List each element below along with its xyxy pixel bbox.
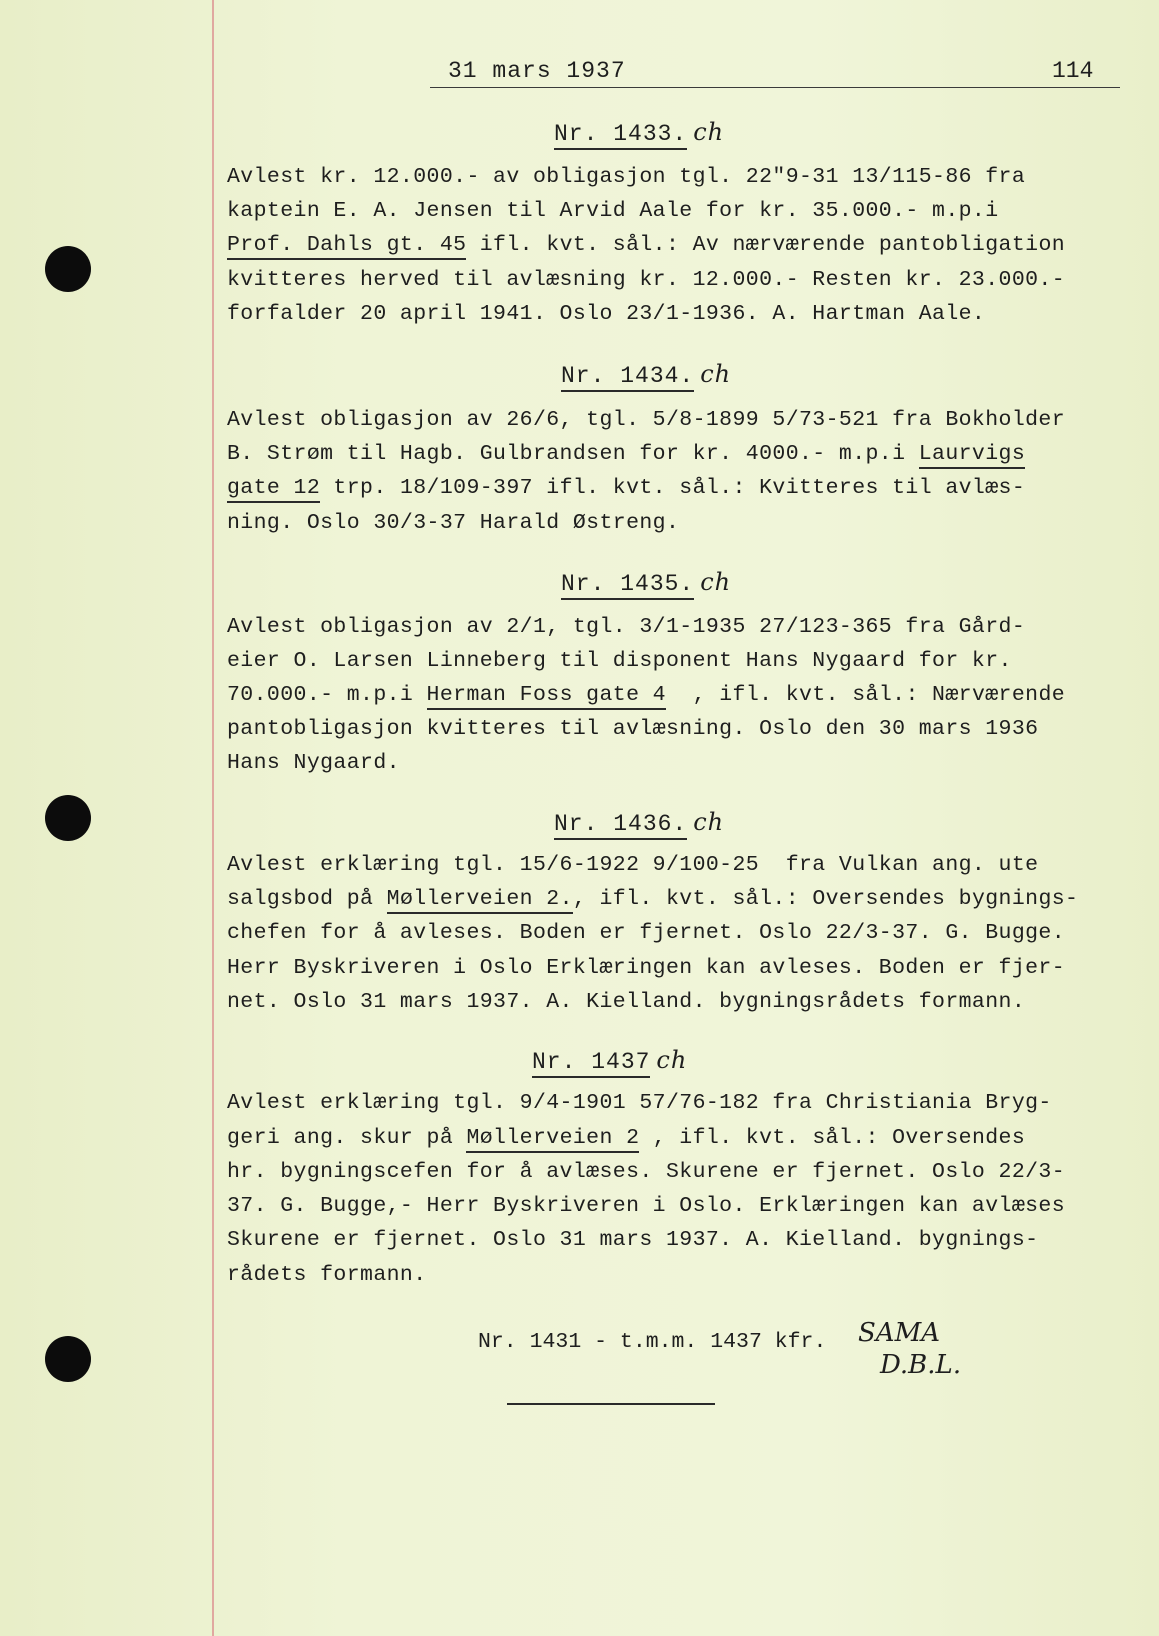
entry-text-line bbox=[227, 1263, 427, 1287]
entry-text: hr. bygningscefen for å avlæses. Skurene er fjernet. Oslo 22/3- bbox=[227, 1160, 1066, 1184]
entry-text: Avlest obligasjon av 26/6, tgl. 5/8-1899 5/73-521 fra Bokholder bbox=[227, 408, 1066, 432]
entry-text-line bbox=[227, 887, 1078, 911]
page-number: 114 bbox=[1052, 58, 1094, 84]
address-underlined: Herman Foss gate 4 bbox=[427, 683, 666, 710]
entry-text-line bbox=[227, 1126, 1025, 1150]
footer-note-text: Nr. 1431 - t.m.m. 1437 kfr. bbox=[478, 1330, 827, 1354]
footer-note bbox=[478, 1330, 826, 1354]
entry-number-text: Nr. 1437 bbox=[532, 1049, 650, 1078]
entry-text-line bbox=[227, 751, 400, 775]
entry-text: Avlest kr. 12.000.- av obligasjon tgl. 22"9-31 13/115-86 fra bbox=[227, 165, 1026, 189]
address-underlined: Møllerveien 2. bbox=[387, 887, 573, 914]
entry-number bbox=[554, 118, 724, 150]
entry-initials: ch bbox=[656, 1046, 688, 1074]
address-underlined: gate 12 bbox=[227, 476, 320, 503]
entry-text: 37. G. Bugge,- Herr Byskriveren i Oslo. Erklæringen kan avlæses bbox=[227, 1194, 1066, 1218]
entry-initials: ch bbox=[693, 118, 725, 146]
entry-text: net. Oslo 31 mars 1937. A. Kielland. bygningsrådets formann. bbox=[227, 990, 1026, 1014]
entry-text: kaptein E. A. Jensen til Arvid Aale for kr. 35.000.- m.p.i bbox=[227, 199, 999, 223]
entry-text: Avlest obligasjon av 2/1, tgl. 3/1-1935 27/123-365 fra Gård- bbox=[227, 615, 1026, 639]
footer-rule bbox=[507, 1403, 715, 1405]
entry-text: Skurene er fjernet. Oslo 31 mars 1937. A. Kielland. bygnings- bbox=[227, 1228, 1039, 1252]
entry-text-line bbox=[227, 165, 1025, 189]
entry-number bbox=[532, 1046, 687, 1078]
entry-text: Herr Byskriveren i Oslo Erklæringen kan avleses. Boden er fjer- bbox=[227, 956, 1066, 980]
address-underlined: Møllerveien 2 bbox=[466, 1126, 639, 1153]
entry-text-line bbox=[227, 853, 1038, 877]
page-date: 31 mars 1937 bbox=[448, 58, 626, 84]
entry-number bbox=[561, 568, 731, 600]
entry-number-text: Nr. 1435. bbox=[561, 571, 694, 600]
entry-text: B. Strøm til Hagb. Gulbrandsen for kr. 4000.- m.p.i bbox=[227, 442, 919, 466]
entry-text-line bbox=[227, 683, 1065, 707]
entry-text-line bbox=[227, 1160, 1065, 1184]
entry-text-line bbox=[227, 1194, 1065, 1218]
signature-2: D.B.L. bbox=[880, 1350, 962, 1380]
entry-text: trp. 18/109-397 ifl. kvt. sål.: Kvitteres til avlæs- bbox=[320, 476, 1026, 500]
entry-text: , ifl. kvt. sål.: Nærværende bbox=[666, 683, 1066, 707]
entry-text: chefen for å avleses. Boden er fjernet. Oslo 22/3-37. G. Bugge. bbox=[227, 921, 1066, 945]
entry-text-line bbox=[227, 476, 1025, 500]
entry-text: , ifl. kvt. sål.: Oversendes bbox=[639, 1126, 1026, 1150]
entry-text: rådets formann. bbox=[227, 1263, 427, 1287]
entry-text: Avlest erklæring tgl. 15/6-1922 9/100-25 fra Vulkan ang. ute bbox=[227, 853, 1039, 877]
entry-text-line bbox=[227, 990, 1025, 1014]
entry-text: ning. Oslo 30/3-37 Harald Østreng. bbox=[227, 511, 680, 535]
entry-text: pantobligasjon kvitteres til avlæsning. Oslo den 30 mars 1936 bbox=[227, 717, 1039, 741]
entry-text-line bbox=[227, 956, 1065, 980]
entry-initials: ch bbox=[693, 808, 725, 836]
entry-text-line bbox=[227, 921, 1065, 945]
punch-hole bbox=[45, 1336, 91, 1382]
entry-text-line bbox=[227, 717, 1038, 741]
address-underlined: Prof. Dahls gt. 45 bbox=[227, 233, 466, 260]
entry-text-line bbox=[227, 302, 985, 326]
punch-hole bbox=[45, 795, 91, 841]
entry-text-line bbox=[227, 615, 1025, 639]
entry-text-line bbox=[227, 442, 1025, 466]
entry-initials: ch bbox=[700, 568, 732, 596]
entry-text: geri ang. skur på bbox=[227, 1126, 467, 1150]
address-underlined: Laurvigs bbox=[919, 442, 1025, 469]
entry-number-text: Nr. 1433. bbox=[554, 121, 687, 150]
entry-text: eier O. Larsen Linneberg til disponent Hans Nygaard for kr. bbox=[227, 649, 1012, 673]
entry-number bbox=[561, 360, 731, 392]
punch-hole bbox=[45, 246, 91, 292]
entry-text: forfalder 20 april 1941. Oslo 23/1-1936. A. Hartman Aale. bbox=[227, 302, 986, 326]
signature-1: SAMA bbox=[858, 1318, 940, 1348]
entry-number-text: Nr. 1436. bbox=[554, 811, 687, 840]
entry-initials: ch bbox=[700, 360, 732, 388]
entry-text-line bbox=[227, 1228, 1038, 1252]
entry-text-line bbox=[227, 511, 679, 535]
header-rule bbox=[430, 87, 1120, 88]
entry-text-line bbox=[227, 268, 1065, 292]
entry-text: kvitteres herved til avlæsning kr. 12.000.- Resten kr. 23.000.- bbox=[227, 268, 1066, 292]
entry-number-text: Nr. 1434. bbox=[561, 363, 694, 392]
entry-text: ifl. kvt. sål.: Av nærværende pantobligation bbox=[466, 233, 1066, 257]
entry-text-line bbox=[227, 199, 999, 223]
entry-text: , ifl. kvt. sål.: Oversendes bygnings- bbox=[572, 887, 1079, 911]
entry-text-line bbox=[227, 1091, 1052, 1115]
entry-text-line bbox=[227, 233, 1065, 257]
entry-text: salgsbod på bbox=[227, 887, 387, 911]
entry-text: 70.000.- m.p.i bbox=[227, 683, 427, 707]
entry-text-line bbox=[227, 649, 1012, 673]
entry-text: Hans Nygaard. bbox=[227, 751, 400, 775]
entry-text: Avlest erklæring tgl. 9/4-1901 57/76-182 fra Christiania Bryg- bbox=[227, 1091, 1052, 1115]
margin-line bbox=[212, 0, 214, 1636]
entry-text-line bbox=[227, 408, 1065, 432]
entry-number bbox=[554, 808, 724, 840]
